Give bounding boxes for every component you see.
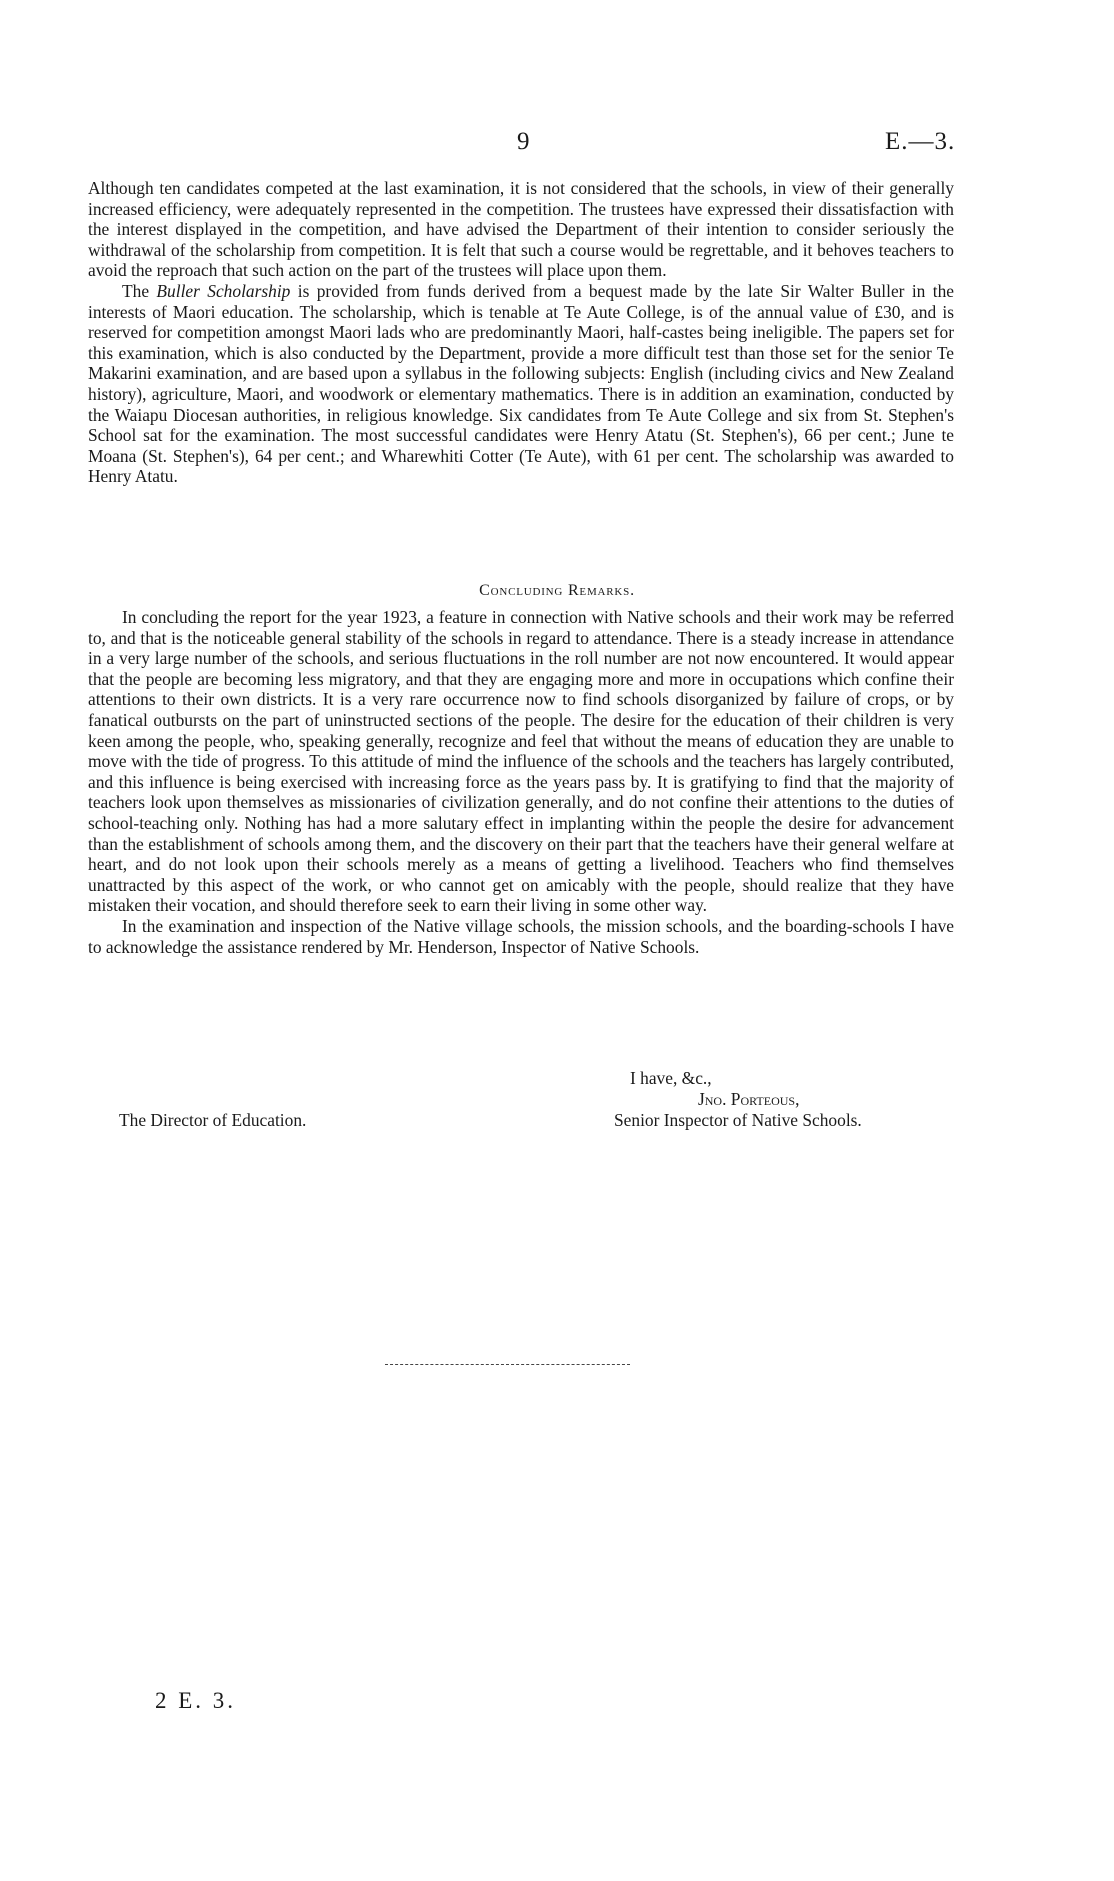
paragraph-acknowledgement: In the examination and inspection of the Native village schools, the mission schools, and the boarding-schools I have to acknowledge the assistance rendered by Mr. Henderson, Inspector of Native Schools. xyxy=(88,915,954,957)
separator-rule xyxy=(385,1364,630,1365)
document-code: E.—3. xyxy=(885,128,956,155)
buller-scholarship-title: Buller Scholarship xyxy=(156,280,291,301)
paragraph-scholarship-competition: Although ten candidates competed at the last examination, it is not considered that the schools, in view of their generally increased efficiency, were adequately represented in the competition. The trustees have expressed their dissatisfaction with the interest displayed in the competition, and have advised the Department of their intention to consider seriously the withdrawal of the scholarship from competition. It is felt that such a course would be regrettable, and it behoves teachers to avoid the reproach that such action on the part of the trustees will place upon them. xyxy=(88,178,954,281)
signatory-title: Senior Inspector of Native Schools. xyxy=(614,1110,862,1130)
page-number: 9 xyxy=(517,128,530,155)
body-section-bottom xyxy=(88,607,954,957)
body-section-top xyxy=(88,178,954,487)
signatory-name: Jno. Porteous, xyxy=(698,1089,800,1109)
section-heading: Concluding Remarks. xyxy=(479,582,635,599)
paragraph-buller-scholarship xyxy=(88,281,954,487)
footer-code: 2 E. 3. xyxy=(155,1688,237,1713)
closing-salutation: I have, &c., xyxy=(630,1068,712,1088)
paragraph-concluding: In concluding the report for the year 1923, a feature in connection with Native schools and their work may be referred to, and that is the noticeable general stability of the schools in regard to attendance. There is a steady increase in attendance in a very large number of the schools, and serious fluctuations in the roll number are not now encountered. It would appear that the people are becoming less migratory, and that they are engaging more and more in occupations which confine their attentions to their own districts. It is a very rare occurrence now to find schools disorganized by failure of crops, or by fanatical outbursts on the part of uninstructed sections of the people. The desire for the education of their children is very keen among the people, who, speaking generally, recognize and feel that without the means of education they are unable to move with the tide of progress. To this attitude of mind the influence of the schools and the teachers has largely contributed, and this influence is being exercised with increasing force as the years pass by. It is gratifying to find that the majority of teachers look upon themselves as missionaries of civilization generally, and do not confine their attentions to the duties of school-teaching only. Nothing has had a more salutary effect in implanting within the people the desire for advancement than the establishment of schools among them, and the discovery on their part that the teachers have their general welfare at heart, and do not look upon their schools merely as a means of getting a livelihood. Teachers who find themselves unattracted by this aspect of the work, or who cannot get on amicably with the people, should realize that they have mistaken their vocation, and should therefore seek to earn their living in some other way. xyxy=(88,607,954,916)
addressee: The Director of Education. xyxy=(119,1110,307,1130)
buller-body: is provided from funds derived from a bequest made by the late Sir Walter Buller in the interests of Maori education. The scholarship, which is tenable at Te Aute College, is of the annual value of £30, and is reserved for competition amongst Maori lads who are predominantly Maori, half-castes being ineligible. The papers set for this examination, which is also conducted by the Department, provide a more difficult test than those set for the senior Te Makarini examination, and are based upon a syllabus in the following subjects: English (including civics and New Zealand history), agriculture, Maori, and woodwork or elementary mathematics. There is in addition an examination, conducted by the Waiapu Diocesan authorities, in religious knowledge. Six candidates from Te Aute College and six from St. Stephen's School sat for the examination. The most successful candidates were Henry Atatu (St. Stephen's), 66 per cent.; June te Moana (St. Stephen's), 64 per cent.; and Wharewhiti Cotter (Te Aute), with 61 per cent. The scholarship was awarded to Henry Atatu. xyxy=(88,280,954,487)
buller-lead: The xyxy=(122,280,157,301)
